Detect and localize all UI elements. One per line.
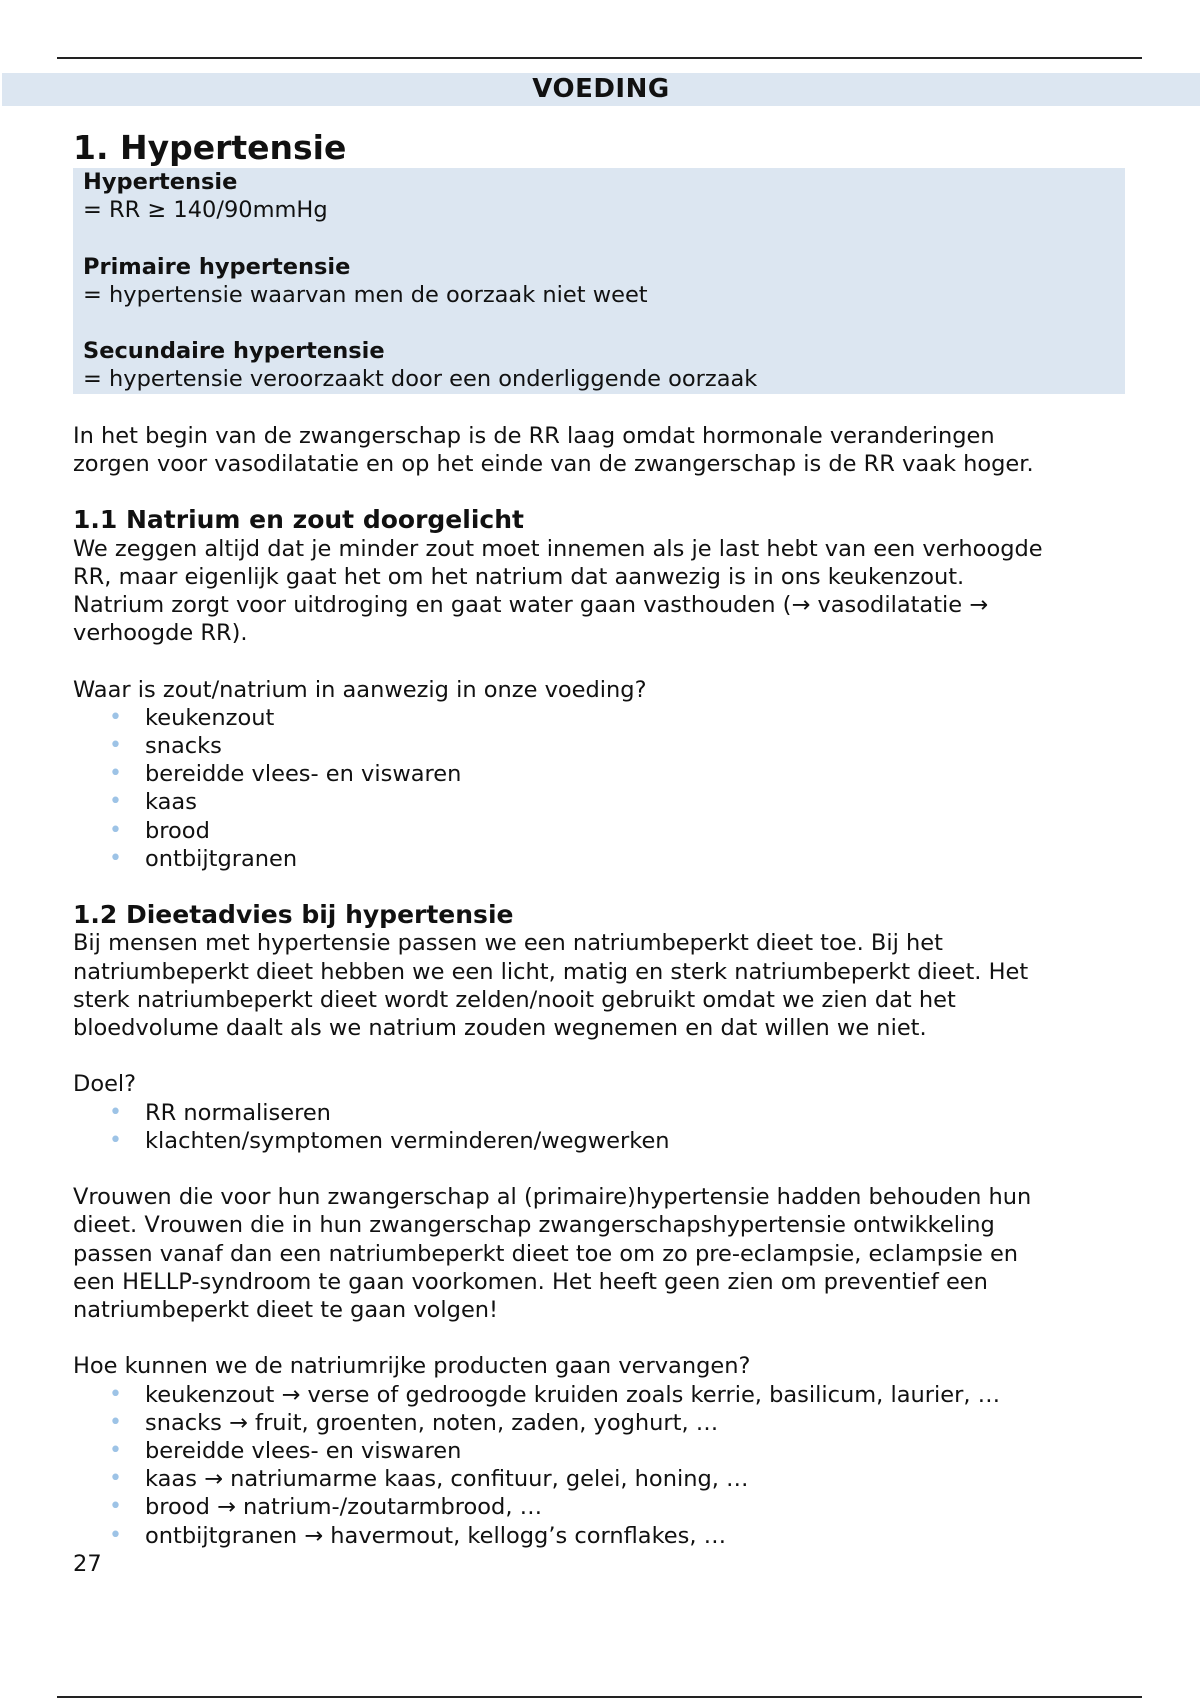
definition-text: = RR ≥ 140/90mmHg <box>83 197 328 224</box>
list-item: • kaas <box>109 789 197 816</box>
paragraph-line: passen vanaf dan een natriumbeperkt dieet toe om zo pre-eclampsie, eclampsie en <box>73 1240 1019 1267</box>
bullet-icon: • <box>109 1522 122 1548</box>
bullet-icon: • <box>109 1409 122 1435</box>
subsection-heading-natrium: 1.1 Natrium en zout doorgelicht <box>73 505 524 535</box>
bullet-icon: • <box>109 1099 122 1125</box>
list-item: • ontbijtgranen <box>109 845 298 872</box>
paragraph-line: We zeggen altijd dat je minder zout moet innemen als je last hebt van een verhoogde <box>73 535 1043 562</box>
bullet-icon: • <box>109 761 122 787</box>
document-body <box>73 128 1133 1578</box>
section-heading-hypertensie: 1. Hypertensie <box>73 128 347 167</box>
paragraph-line: Vrouwen die voor hun zwangerschap al (primaire)hypertensie hadden behouden hun <box>73 1184 1032 1211</box>
list-item: • brood → natrium-/zoutarmbrood, … <box>109 1494 543 1521</box>
list-item: • RR normaliseren <box>109 1099 331 1126</box>
bullet-icon: • <box>109 1494 122 1520</box>
bullet-icon: • <box>109 789 122 815</box>
bullet-icon: • <box>109 1381 122 1407</box>
paragraph-line: bloedvolume daalt als we natrium zouden wegnemen en dat willen we niet. <box>73 1015 927 1041</box>
paragraph-line: natriumbeperkt dieet hebben we een licht, matig en sterk natriumbeperkt dieet. Het <box>73 958 1029 985</box>
list-item: • klachten/symptomen verminderen/wegwerken <box>109 1127 670 1154</box>
bullet-icon: • <box>109 1127 122 1153</box>
paragraph-line: een HELLP-syndroom te gaan voorkomen. Het heeft geen zien om preventief een <box>73 1268 988 1295</box>
pregnancy-paragraph <box>73 1183 1133 1324</box>
paragraph-line: In het begin van de zwangerschap is de RR laag omdat hormonale veranderingen <box>73 422 995 449</box>
list-item: • ontbijtgranen → havermout, kellogg’s cornflakes, … <box>109 1522 727 1549</box>
chapter-banner <box>2 73 1200 106</box>
definition-term: Hypertensie <box>83 169 238 195</box>
bullet-icon: • <box>109 1438 122 1463</box>
paragraph-line: sterk natriumbeperkt dieet wordt zelden/nooit gebruikt omdat we zien dat het <box>73 986 956 1013</box>
diet-paragraph <box>73 929 1133 1042</box>
list-item: • keukenzout <box>109 704 275 731</box>
definition-term: Primaire hypertensie <box>83 253 351 280</box>
list-item: • snacks <box>109 732 222 759</box>
definition-term: Secundaire hypertensie <box>83 338 385 365</box>
replacement-question: Hoe kunnen we de natriumrijke producten gaan vervangen? <box>73 1353 751 1380</box>
goals-list <box>73 1099 1133 1155</box>
bullet-icon: • <box>109 732 122 758</box>
list-item: • bereidde vlees- en viswaren <box>109 761 462 788</box>
top-rule <box>57 57 1142 59</box>
definition-text: = hypertensie veroorzaakt door een onderliggende oorzaak <box>83 366 758 393</box>
paragraph-line: Natrium zorgt voor uitdroging en gaat water gaan vasthouden (→ vasodilatatie → <box>73 591 989 618</box>
paragraph-line: verhoogde RR). <box>73 620 248 647</box>
list-item: • bereidde vlees- en viswaren <box>109 1438 462 1464</box>
paragraph-line: zorgen voor vasodilatatie en op het einde van de zwangerschap is de RR vaak hoger. <box>73 450 1034 477</box>
paragraph-line: natriumbeperkt dieet te gaan volgen! <box>73 1297 499 1323</box>
list-item: • keukenzout → verse of gedroogde kruiden zoals kerrie, basilicum, laurier, … <box>109 1381 1001 1408</box>
sodium-sources-list <box>73 704 1133 873</box>
goal-label: Doel? <box>73 1071 137 1098</box>
definitions-box <box>73 168 1125 394</box>
bullet-icon: • <box>109 1466 122 1492</box>
chapter-title: VOEDING <box>532 74 670 104</box>
definition-text: = hypertensie waarvan men de oorzaak niet weet <box>83 281 648 308</box>
paragraph-line: dieet. Vrouwen die in hun zwangerschap zwangerschapshypertensie ontwikkeling <box>73 1212 995 1239</box>
page-number: 27 <box>73 1550 102 1577</box>
bullet-icon: • <box>109 845 122 871</box>
bullet-icon: • <box>109 704 122 730</box>
bottom-rule <box>57 1696 1142 1698</box>
paragraph-line: Bij mensen met hypertensie passen we een natriumbeperkt dieet toe. Bij het <box>73 930 943 957</box>
list-item: • kaas → natriumarme kaas, confituur, gelei, honing, … <box>109 1466 749 1493</box>
natrium-paragraph <box>73 535 1133 648</box>
paragraph-line: RR, maar eigenlijk gaat het om het natrium dat aanwezig is in ons keukenzout. <box>73 563 965 590</box>
sodium-sources-question: Waar is zout/natrium in aanwezig in onze voeding? <box>73 676 647 703</box>
replacements-list <box>73 1381 1133 1550</box>
intro-paragraph <box>73 422 1133 478</box>
list-item: • brood <box>109 817 210 844</box>
bullet-icon: • <box>109 817 122 843</box>
list-item: • snacks → fruit, groenten, noten, zaden, yoghurt, … <box>109 1409 719 1436</box>
subsection-heading-dieetadvies: 1.2 Dieetadvies bij hypertensie <box>73 900 514 930</box>
